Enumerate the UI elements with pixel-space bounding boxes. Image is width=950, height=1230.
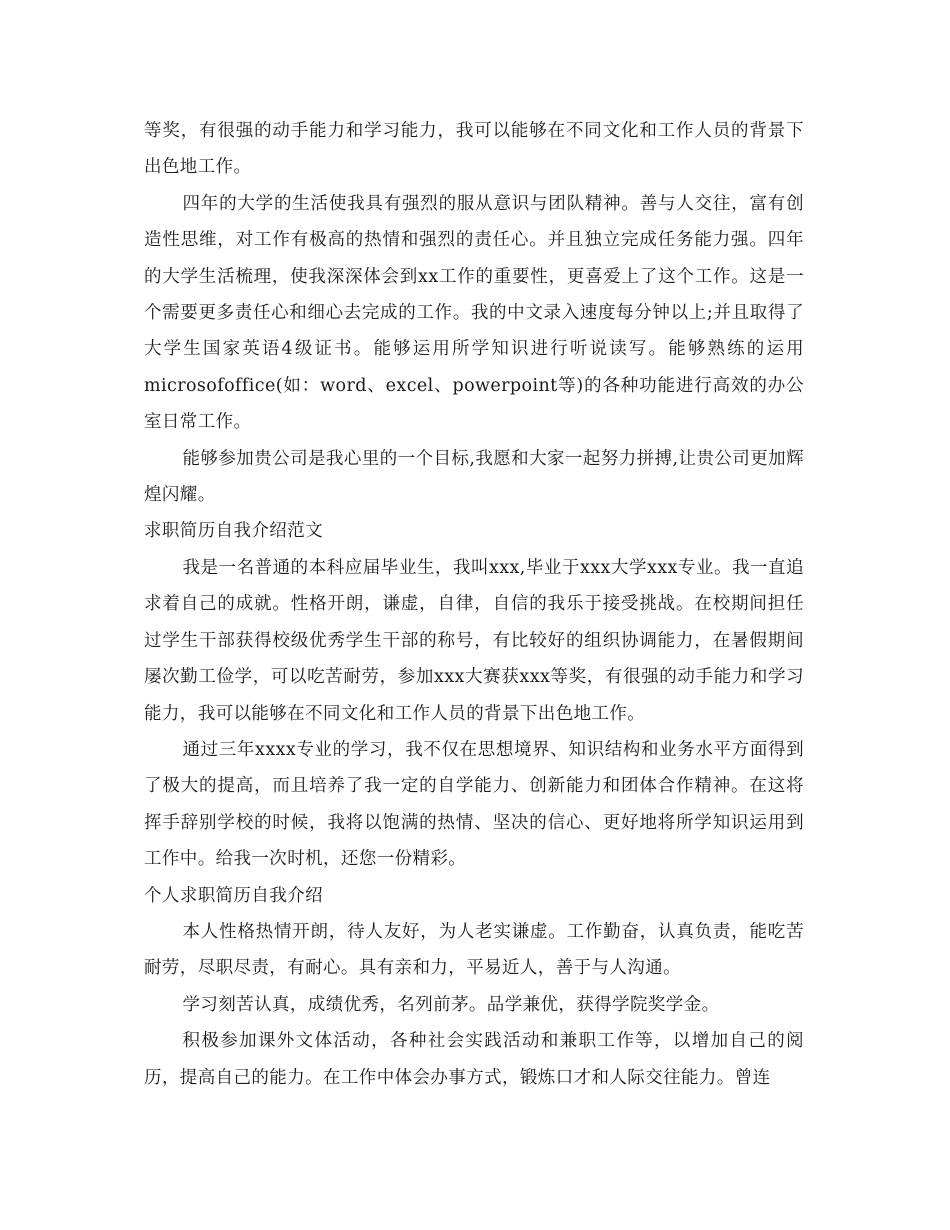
- paragraph: 等奖，有很强的动手能力和学习能力，我可以能够在不同文化和工作人员的背景下出色地工作。: [144, 121, 804, 178]
- section-heading: 求职简历自我介绍范文: [144, 521, 323, 542]
- paragraph: 能够参加贵公司是我心里的一个目标,我愿和大家一起努力拼搏,让贵公司更加辉煌闪耀。: [144, 448, 804, 506]
- document-page: [144, 113, 804, 1096]
- paragraph: 四年的大学的生活使我具有强烈的服从意识与团队精神。善与人交往，富有创造性思维，对工作有极高的热情和强烈的责任心。并且独立完成任务能力强。四年的大学生活梳理，使我深深体会到xx工作的重要性，更喜爱上了这个工作。这是一个需要更多责任心和细心去完成的工作。我的中文录入速度每分钟以上;并且取得了大学生国家英语4级证书。能够运用所学知识进行听说读写。能够熟练的运用microsofoffice(如：word、excel、powerpoint等)的各种功能进行高效的办公室日常工作。: [144, 193, 804, 433]
- paragraph: 学习刻苦认真，成绩优秀，名列前茅。品学兼优，获得学院奖学金。: [182, 994, 720, 1015]
- paragraph: 通过三年xxxx专业的学习，我不仅在思想境界、知识结构和业务水平方面得到了极大的提高，而且培养了我一定的自学能力、创新能力和团体合作精神。在这将挥手辞别学校的时候，我将以饱满的热情、坚决的信心、更好地将所学知识运用到工作中。给我一次时机，还您一份精彩。: [144, 739, 804, 870]
- paragraph: 积极参加课外文体活动，各种社会实践活动和兼职工作等，以增加自己的阅历，提高自己的能力。在工作中体会办事方式，锻炼口才和人际交往能力。曾连: [144, 1031, 804, 1088]
- section-heading: 个人求职简历自我介绍: [144, 885, 323, 906]
- paragraph: 我是一名普通的本科应届毕业生，我叫xxx,毕业于xxx大学xxx专业。我一直追求着自己的成就。性格开朗，谦虚，自律，自信的我乐于接受挑战。在校期间担任过学生干部获得校级优秀学生干部的称号，有比较好的组织协调能力，在暑假期间屡次勤工俭学，可以吃苦耐劳，参加xxx大赛获xxx等奖，有很强的动手能力和学习能力，我可以能够在不同文化和工作人员的背景下出色地工作。: [144, 557, 804, 724]
- paragraph: 本人性格热情开朗，待人友好，为人老实谦虚。工作勤奋，认真负责，能吃苦耐劳，尽职尽责，有耐心。具有亲和力，平易近人，善于与人沟通。: [144, 921, 804, 979]
